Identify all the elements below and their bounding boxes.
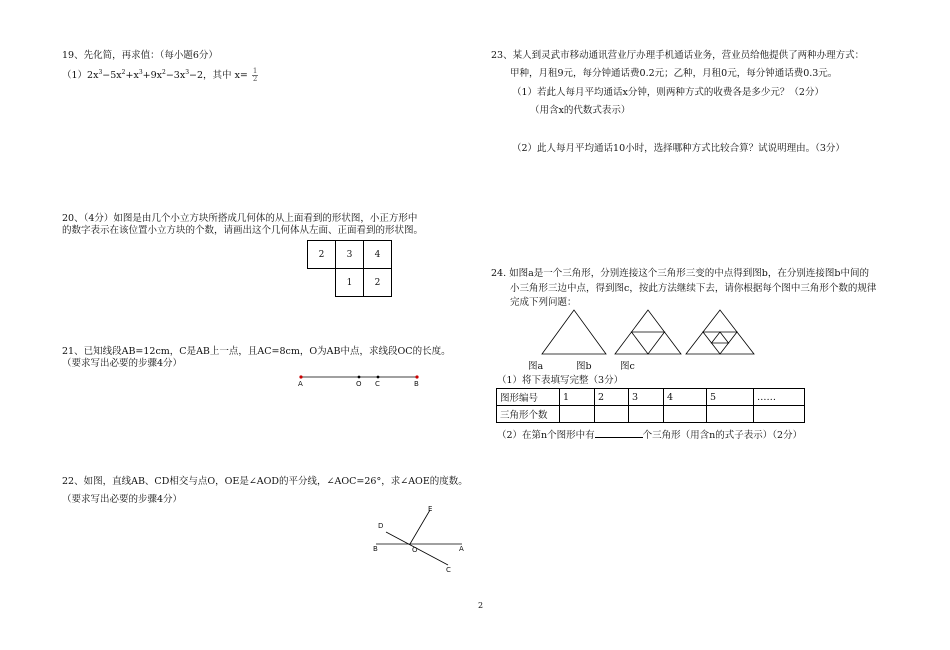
table-row <box>497 389 805 406</box>
fraction-half: $\frac{1}{2}$ <box>252 67 258 83</box>
q24-line3: 完成下列问题： <box>510 297 577 308</box>
grid-cell: 2 <box>308 241 336 269</box>
label-o2: O <box>412 546 418 554</box>
q23-part1: （1）若此人每月平均通话x分钟，则两种方式的收费各是多少元？（2分） <box>512 87 824 98</box>
label-c: C <box>375 380 380 388</box>
grid-cell-empty <box>308 269 336 297</box>
q23-line2: 甲种，月租9元，每分钟通话费0.2元；乙种，月租0元，每分钟通话费0.3元。 <box>510 68 838 79</box>
q20-line2: 的数字表示在该位置小立方块的个数，请画出这个几何体从左面、正面看到的形状图。 <box>62 225 424 236</box>
table-cell-blank[interactable] <box>664 406 707 423</box>
point-o <box>358 376 361 379</box>
label-a: A <box>298 380 303 388</box>
grid-cell: 3 <box>336 241 364 269</box>
q24-line2: 小三角形三边中点，得到图c，按此方法继续下去，请你根据每个图中三角形个数的规律 <box>510 283 877 294</box>
angle-diagram <box>370 500 480 580</box>
grid-cell: 2 <box>364 269 392 297</box>
q23-part1b: （用含x的代数式表示） <box>530 105 631 116</box>
point-c <box>377 376 380 379</box>
figure-a-triangle <box>542 310 606 354</box>
fig-c-label: 图c <box>620 361 635 372</box>
q19-heading: 19、先化简，再求值：（每小题6分） <box>62 50 218 61</box>
figure-c <box>686 310 754 354</box>
table-cell: 图形编号 <box>497 389 560 406</box>
q24-part2: （2）在第n个图形中有 个三角形（用含n的式子表示）（2分） <box>497 430 803 441</box>
q20-line1: 20、（4分）如图是由几个小立方块所搭成几何体的从上面看到的形状图，小正方形中 <box>62 213 418 224</box>
q23-part2: （2）此人每月平均通话10小时，选择哪种方式比较合算？试说明理由。（3分） <box>512 143 845 154</box>
table-cell: 2 <box>595 389 629 406</box>
fig-b-label: 图b <box>576 361 592 372</box>
label-d: D <box>378 522 384 530</box>
grid-cell: 4 <box>364 241 392 269</box>
q19-part1: $(1)2x^3-5x^2+x^3+9x^2-3x^3-2$，其中 x= $\frac{1}{2}$ <box>62 67 258 83</box>
point-a <box>299 375 302 378</box>
figure-b <box>615 310 681 354</box>
point-b <box>415 375 418 378</box>
q22-line2: （要求写出必要的步骤4分） <box>62 494 183 505</box>
triangle-figures <box>538 306 770 358</box>
top-view-grid <box>307 240 392 297</box>
label-b: B <box>414 380 419 388</box>
answer-blank[interactable] <box>595 428 643 438</box>
ray-oe <box>410 510 430 544</box>
triangle-count-table <box>496 388 805 423</box>
table-cell-blank[interactable] <box>707 406 754 423</box>
table-cell: 4 <box>664 389 707 406</box>
table-cell: …… <box>754 389 805 406</box>
q24-line1: 24. 如图a是一个三角形，分别连接这个三角形三变的中点得到图b，在分别连接图b中间的 <box>491 268 869 279</box>
table-cell: 三角形个数 <box>497 406 560 423</box>
q23-line1: 23、某人到灵武市移动通讯营业厅办理手机通话业务，营业员给他提供了两种办理方式： <box>491 50 865 61</box>
label-a2: A <box>459 545 464 553</box>
label-o: O <box>356 380 362 388</box>
label-b2: B <box>373 545 378 553</box>
grid-cell: 1 <box>336 269 364 297</box>
q22-line1: 22、如图，直线AB、CD相交与点O，OE是∠AOD的平分线，∠AOC=26°，求∠AOE的度数。 <box>62 476 468 487</box>
table-row <box>497 406 805 423</box>
table-cell-blank[interactable] <box>560 406 595 423</box>
table-cell: 1 <box>560 389 595 406</box>
q21-line2: （要求写出必要的步骤4分） <box>62 358 183 369</box>
label-e: E <box>428 505 433 513</box>
fig-a-label: 图a <box>528 361 544 372</box>
q21-line1: 21、已知线段AB=12cm，C是AB上一点，且AC=8cm，O为AB中点，求线段OC的长度。 <box>62 346 451 357</box>
table-cell: 3 <box>629 389 664 406</box>
q24-part1: （1）将下表填写完整（3分） <box>497 375 624 386</box>
table-cell-blank[interactable] <box>629 406 664 423</box>
label-c2: C <box>446 566 451 574</box>
page-number: 2 <box>478 601 484 610</box>
table-cell-blank[interactable] <box>754 406 805 423</box>
table-cell-blank[interactable] <box>595 406 629 423</box>
table-cell: 5 <box>707 389 754 406</box>
